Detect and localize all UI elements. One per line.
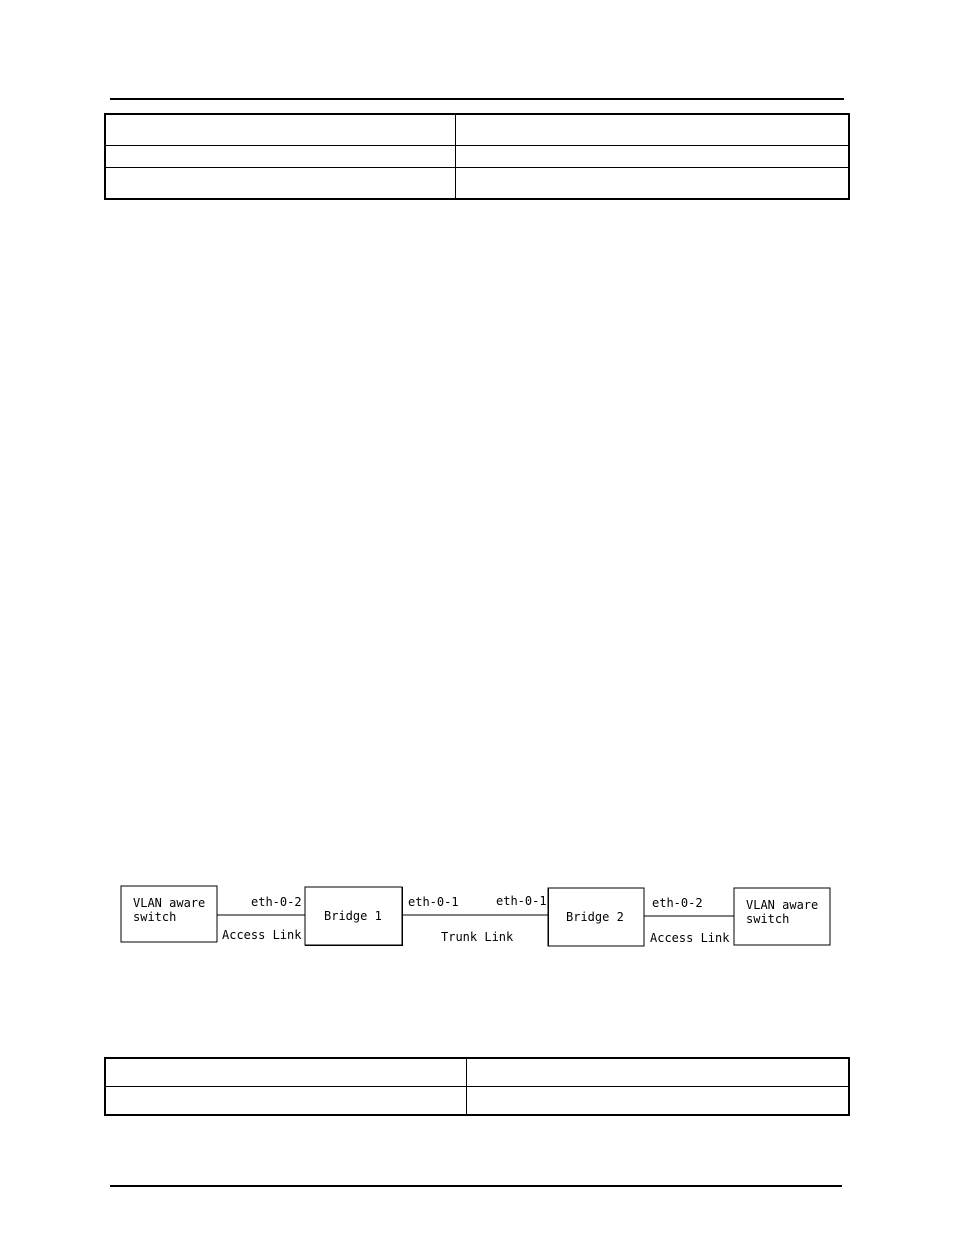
bridge1-right-port-label: eth-0-1: [408, 895, 459, 909]
left-switch-label-line2: switch: [133, 910, 177, 924]
right-access-link-label: Access Link: [650, 931, 730, 945]
table-cell: [105, 1087, 466, 1116]
bottom-table: [104, 1057, 850, 1116]
right-switch-label-line1: VLAN aware: [746, 898, 819, 912]
footer-rule: [110, 1185, 842, 1187]
bridge2-right-port-label: eth-0-2: [652, 896, 703, 910]
bridge1-label: Bridge 1: [324, 909, 382, 923]
table-row: [105, 1087, 849, 1116]
trunk-link-label: Trunk Link: [441, 930, 514, 944]
table-cell: [466, 1087, 849, 1116]
table-row: [105, 1058, 849, 1087]
table-cell: [466, 1058, 849, 1087]
bridge2-label: Bridge 2: [566, 910, 624, 924]
bridge2-left-port-label: eth-0-1: [496, 894, 547, 908]
left-switch-label-line1: VLAN aware: [133, 896, 206, 910]
bridge1-left-port-label: eth-0-2: [251, 895, 302, 909]
left-access-link-label: Access Link: [222, 928, 302, 942]
table-cell: [105, 1058, 466, 1087]
right-switch-label-line2: switch: [746, 912, 790, 926]
